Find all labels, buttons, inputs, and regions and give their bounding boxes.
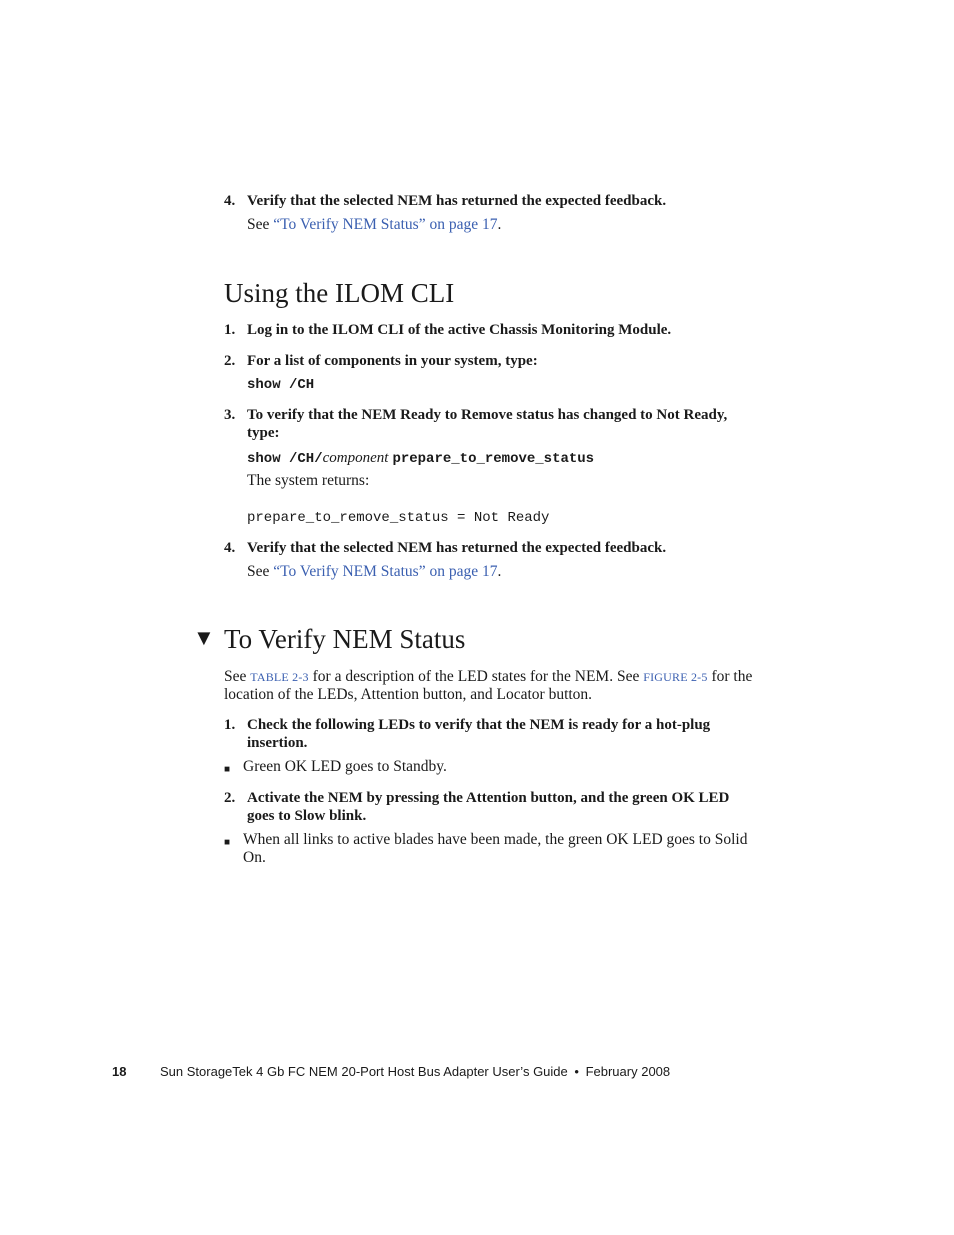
publication-date: February 2008	[585, 1064, 671, 1079]
intro-line2: location of the LEDs, Attention button, and Locator button.	[224, 686, 593, 703]
bullet-text-line2: On.	[243, 849, 266, 866]
step-text-block	[247, 789, 792, 825]
see-suffix: .	[497, 563, 502, 580]
figure-2-5-link[interactable]: FIGURE 2-5	[643, 670, 708, 684]
step-text: Verify that the selected NEM has returned the expected feedback.	[247, 193, 667, 209]
footer-text	[160, 1064, 670, 1079]
bullet-text-line1: When all links to active blades have been made, the green OK LED goes to Solid	[243, 831, 748, 848]
square-bullet-icon: ■	[224, 837, 231, 848]
verify-heading	[193, 623, 465, 657]
triangle-down-icon: ▼	[193, 625, 215, 650]
see-reference-cli	[247, 563, 501, 581]
step-number: 1.	[224, 322, 236, 338]
step-text: For a list of components in your system, type:	[247, 353, 538, 369]
bullet-text: Green OK LED goes to Standby.	[243, 758, 447, 775]
see-prefix: See	[247, 563, 274, 580]
table-2-3-link[interactable]: TABLE 2-3	[250, 670, 309, 684]
step-text-line1: To verify that the NEM Ready to Remove status has changed to Not Ready,	[247, 407, 728, 423]
cli-heading: Using the ILOM CLI	[224, 278, 455, 308]
intro-see: See	[224, 668, 251, 685]
step-text: Verify that the selected NEM has returned the expected feedback.	[247, 540, 667, 556]
cli-step-3	[0, 406, 954, 446]
verify-nem-status-link[interactable]: “To Verify NEM Status” on page 17	[273, 216, 498, 233]
square-bullet-icon: ■	[224, 764, 231, 775]
step-number: 3.	[224, 407, 236, 423]
step-number: 4.	[224, 193, 236, 209]
command-show-ch: show /CH	[247, 377, 315, 393]
step-number: 1.	[224, 717, 236, 733]
verify-heading-text: To Verify NEM Status	[224, 624, 466, 654]
verify-step-1	[0, 716, 954, 756]
step-text-line2: type:	[247, 425, 280, 441]
step-number: 2.	[224, 353, 236, 369]
see-reference-top	[247, 216, 501, 234]
command-part1: show /CH/	[247, 451, 323, 467]
see-suffix: .	[497, 216, 502, 233]
step-text-block	[247, 406, 792, 442]
step-text: Log in to the ILOM CLI of the active Chassis Monitoring Module.	[247, 322, 672, 338]
step-text-line1: Check the following LEDs to verify that the NEM is ready for a hot-plug	[247, 717, 711, 733]
step-text-line2: goes to Slow blink.	[247, 808, 367, 824]
command-part2: prepare_to_remove_status	[392, 451, 595, 467]
footer-separator: •	[574, 1064, 579, 1079]
intro-end: for the	[707, 668, 753, 685]
see-prefix: See	[247, 216, 274, 233]
system-returns-text: The system returns:	[247, 472, 370, 489]
step-text-block	[247, 716, 792, 752]
command-output: prepare_to_remove_status = Not Ready	[247, 510, 550, 526]
bullet-text-block	[243, 831, 803, 867]
book-title: Sun StorageTek 4 Gb FC NEM 20-Port Host Bus Adapter User’s Guide	[160, 1064, 568, 1079]
page-number: 18	[112, 1064, 127, 1079]
step-text-line2: insertion.	[247, 735, 308, 751]
verify-nem-status-link[interactable]: “To Verify NEM Status” on page 17	[273, 563, 498, 580]
command-italic: component	[322, 450, 389, 466]
verify-intro	[224, 668, 804, 704]
intro-mid: for a description of the LED states for the NEM. See	[308, 668, 644, 685]
bullet-item-2	[0, 831, 954, 871]
step-number: 2.	[224, 790, 236, 806]
command-prepare-status	[247, 449, 594, 467]
verify-step-2	[0, 789, 954, 829]
step-number: 4.	[224, 540, 236, 556]
step-text-line1: Activate the NEM by pressing the Attention button, and the green OK LED	[247, 790, 730, 806]
